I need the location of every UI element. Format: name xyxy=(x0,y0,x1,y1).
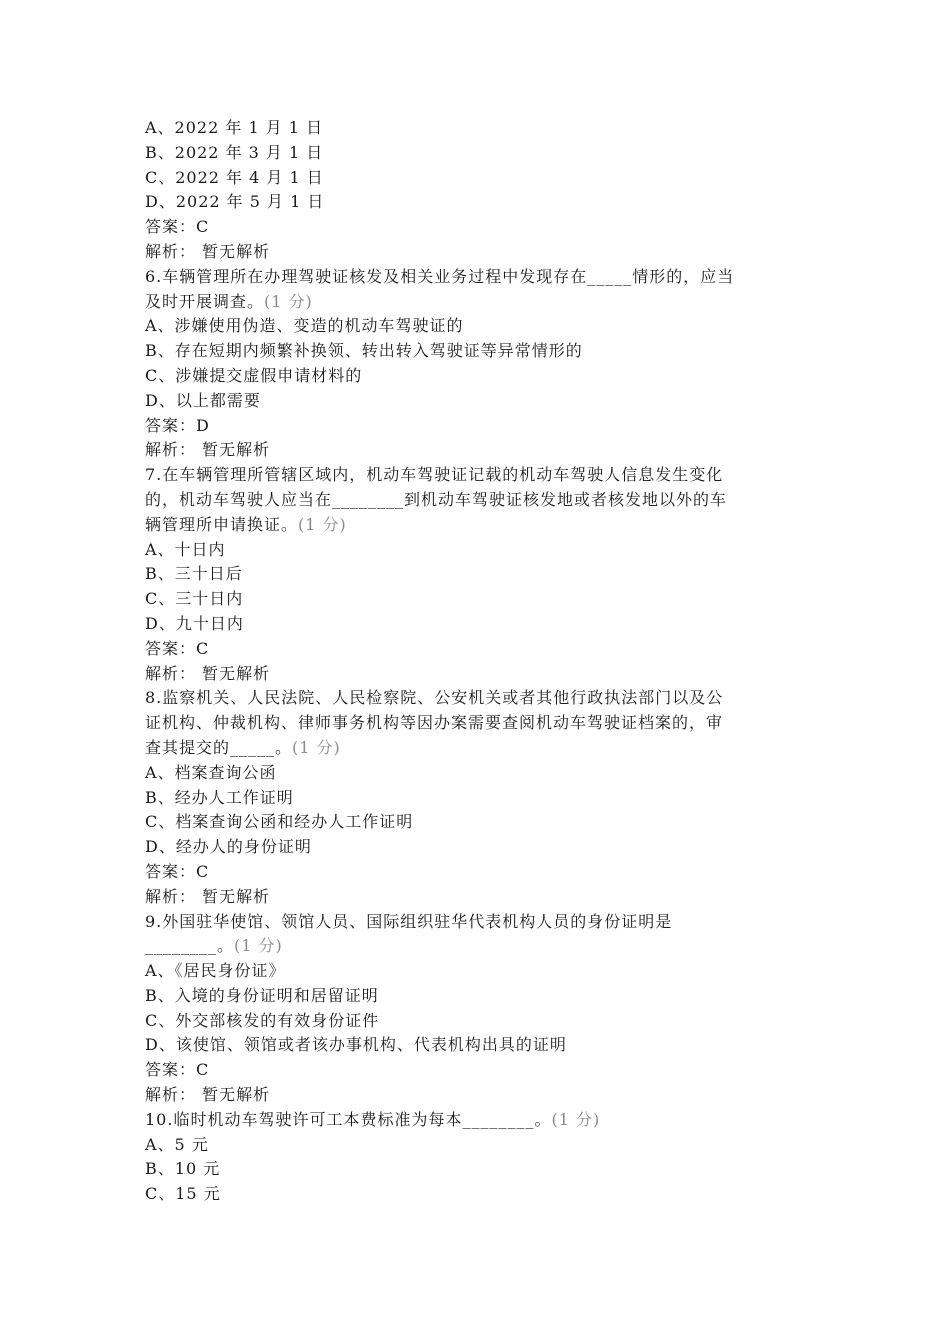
question-block xyxy=(145,463,810,686)
option: C、档案查询公函和经办人工作证明 xyxy=(145,812,414,832)
question-stem-line xyxy=(145,513,810,538)
analysis: 解析： 暂无解析 xyxy=(145,886,271,906)
question-stem-text: 6.车辆管理所在办理驾驶证核发及相关业务过程中发现存在_____情形的，应当 xyxy=(145,266,735,286)
option: B、入境的身份证明和居留证明 xyxy=(145,985,379,1005)
question-stem-text: ________。 xyxy=(145,936,235,956)
question-stem-line xyxy=(145,686,810,711)
question-stem-text: 辆管理所申请换证。 xyxy=(145,514,299,534)
option: A、档案查询公函 xyxy=(145,762,277,782)
question-block xyxy=(145,686,810,909)
question-score: (1 分) xyxy=(264,291,313,311)
question-stem-text: 证机构、仲裁机构、律师事务机构等因办案需要查阅机动车驾驶证档案的，审 xyxy=(145,713,724,733)
question-block xyxy=(145,910,810,1108)
question-stem-line xyxy=(145,463,810,488)
question-stem-line xyxy=(145,711,810,736)
option: B、10 元 xyxy=(145,1159,221,1179)
answer: 答案：D xyxy=(145,415,210,435)
question-score: (1 分) xyxy=(234,936,283,956)
question-block xyxy=(145,1108,810,1207)
question-stem-text: 8.监察机关、人民法院、人民检察院、公安机关或者其他行政执法部门以及公 xyxy=(145,688,724,708)
question-stem-line xyxy=(145,934,810,959)
option: D、2022 年 5 月 1 日 xyxy=(145,192,325,212)
question-stem-line xyxy=(145,1108,810,1133)
analysis: 解析： 暂无解析 xyxy=(145,663,271,683)
option: A、涉嫌使用伪造、变造的机动车驾驶证的 xyxy=(145,316,464,336)
option: B、经办人工作证明 xyxy=(145,787,294,807)
answer: 答案：C xyxy=(145,861,210,881)
question-stem-text: 10.临时机动车驾驶许可工本费标准为每本________。 xyxy=(145,1109,552,1129)
option: C、外交部核发的有效身份证件 xyxy=(145,1010,380,1030)
question-score: (1 分) xyxy=(298,514,347,534)
option: D、以上都需要 xyxy=(145,390,261,410)
question-stem-text: 查其提交的_____。 xyxy=(145,737,293,757)
option: D、经办人的身份证明 xyxy=(145,837,312,857)
analysis: 解析： 暂无解析 xyxy=(145,241,271,261)
question-score: (1 分) xyxy=(551,1109,601,1129)
lead-block xyxy=(145,116,810,265)
option: A、2022 年 1 月 1 日 xyxy=(145,118,324,137)
question-stem-line xyxy=(145,736,810,761)
option: B、存在短期内频繁补换领、转出转入驾驶证等异常情形的 xyxy=(145,341,583,361)
question-stem-text: 及时开展调查。 xyxy=(145,291,265,311)
question-stem-line xyxy=(145,290,810,315)
analysis: 解析： 暂无解析 xyxy=(145,1085,271,1105)
question-list xyxy=(145,265,810,1207)
question-stem-text: 7.在车辆管理所管辖区域内，机动车驾驶证记载的机动车驾驶人信息发生变化 xyxy=(145,465,724,485)
question-stem-line xyxy=(145,265,810,290)
question-stem-text: 的，机动车驾驶人应当在________到机动车驾驶证核发地或者核发地以外的车 xyxy=(145,489,728,509)
option: D、九十日内 xyxy=(145,613,244,633)
option: D、该使馆、领馆或者该办事机构、代表机构出具的证明 xyxy=(145,1035,567,1055)
option: B、2022 年 3 月 1 日 xyxy=(145,142,324,162)
question-stem-line xyxy=(145,488,810,513)
question-stem-line xyxy=(145,910,810,935)
question-score: (1 分) xyxy=(292,737,341,757)
answer: 答案：C xyxy=(145,1060,210,1080)
option: B、三十日后 xyxy=(145,564,243,584)
option: C、涉嫌提交虚假申请材料的 xyxy=(145,365,363,385)
option: A、十日内 xyxy=(145,539,226,559)
answer: 答案：C xyxy=(145,217,210,237)
question-block xyxy=(145,265,810,463)
option: C、2022 年 4 月 1 日 xyxy=(145,167,324,187)
document-page xyxy=(145,116,810,1207)
analysis: 解析： 暂无解析 xyxy=(145,440,271,460)
option: A、《居民身份证》 xyxy=(145,961,286,981)
answer: 答案：C xyxy=(145,638,210,658)
option: C、15 元 xyxy=(145,1184,221,1204)
option: C、三十日内 xyxy=(145,589,244,609)
question-stem-text: 9.外国驻华使馆、领馆人员、国际组织驻华代表机构人员的身份证明是 xyxy=(145,911,673,931)
option: A、5 元 xyxy=(145,1134,209,1154)
